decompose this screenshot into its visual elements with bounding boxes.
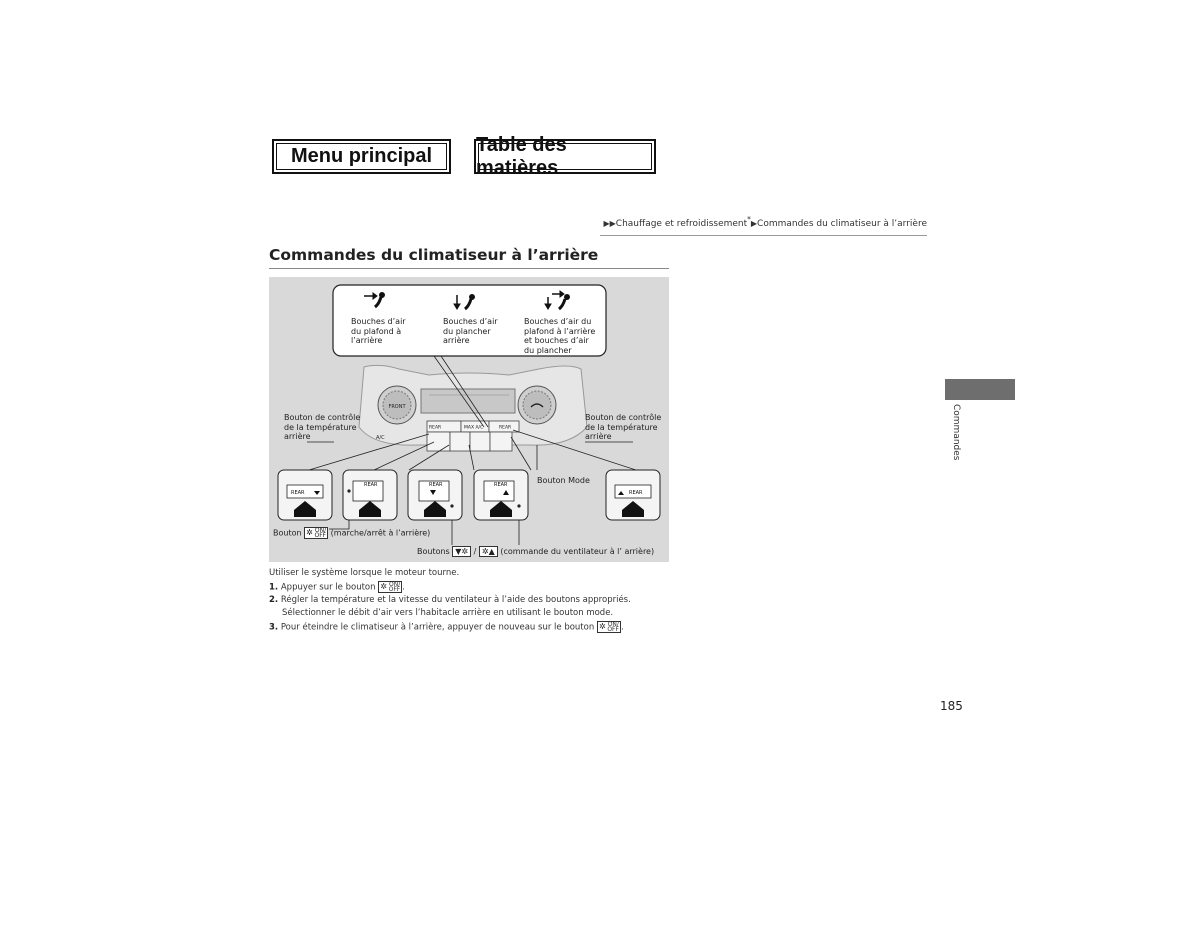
panel-ac-label: A/C	[376, 435, 385, 441]
step-2: 2. Régler la température et la vitesse du ventilateur à l’aide des boutons appropriés.	[269, 595, 631, 605]
breadcrumb-arrow-icon: ▶	[750, 219, 758, 228]
breadcrumb	[603, 215, 927, 229]
front-label: FRONT	[388, 404, 406, 410]
fan-down-rear-label: REAR	[429, 482, 443, 488]
fan-onoff-icon: ✲ ON/ OFF	[597, 621, 621, 633]
callout-ceiling-vents: Bouches d’air du plafond à l’arrière	[351, 317, 406, 345]
breadcrumb-arrow-icon: ▶▶	[603, 219, 616, 228]
intro-text: Utiliser le système lorsque le moteur tourne.	[269, 568, 460, 578]
step-2-continued: Sélectionner le débit d’air vers l’habitacle arrière en utilisant le bouton mode.	[282, 608, 614, 618]
panel-rear-label: REAR	[499, 425, 512, 431]
right-temperature-label: Bouton de contrôle de la température arrière	[585, 413, 662, 441]
fan-onoff-icon: ✲ ON/ OFF	[378, 581, 402, 593]
fan-buttons-caption: Boutons ▼✲ / ✲▲ (commande du ventilateur à l’ arrière)	[417, 547, 655, 556]
breadcrumb-current: Commandes du climatiseur à l’arrière	[757, 219, 927, 229]
table-of-contents-button[interactable]: Table des matières	[474, 139, 656, 174]
panel-rear-label: REAR	[429, 425, 442, 431]
fan-onoff-icon: ✲ ON/ OFF	[304, 527, 328, 539]
option-mark: *	[747, 215, 751, 224]
right-temp-rear-label: REAR	[629, 490, 643, 496]
panel-max-ac-label: MAX A/C	[464, 425, 484, 431]
rear-climate-control-figure	[269, 277, 669, 562]
title-divider	[269, 268, 669, 269]
breadcrumb-link-heating[interactable]: Chauffage et refroidissement	[615, 219, 748, 229]
step-3: 3. Pour éteindre le climatiseur à l’arrière, appuyer de nouveau sur le bouton ✲ ON/ OFF .	[269, 621, 624, 633]
callout-floor-vents: Bouches d’air du plancher arrière	[443, 317, 498, 345]
chapter-tab[interactable]	[945, 379, 1015, 400]
main-menu-button[interactable]: Menu principal	[272, 139, 451, 174]
page-title: Commandes du climatiseur à l’arrière	[269, 246, 599, 264]
onoff-rear-label: REAR	[364, 482, 378, 488]
fan-up-rear-label: REAR	[494, 482, 508, 488]
left-temp-rear-label: REAR	[291, 490, 305, 496]
step-1: 1. Appuyer sur le bouton ✲ ON/ OFF .	[269, 581, 405, 593]
mode-button-label: Bouton Mode	[537, 476, 590, 485]
callout-ceiling-floor-vents: Bouches d’air du plafond à l’arrière et bouches d’air du plancher	[524, 317, 596, 355]
left-temperature-label: Bouton de contrôle de la température arrière	[284, 413, 361, 441]
chapter-tab-label: Commandes	[951, 404, 961, 461]
fan-down-icon: ▼✲	[452, 546, 471, 557]
onoff-button-caption: Bouton ✲ ON/ OFF (marche/arrêt à l’arrière)	[273, 527, 430, 539]
fan-up-icon: ✲▲	[479, 546, 498, 557]
header-divider	[600, 235, 927, 236]
page-number: 185	[940, 699, 963, 713]
